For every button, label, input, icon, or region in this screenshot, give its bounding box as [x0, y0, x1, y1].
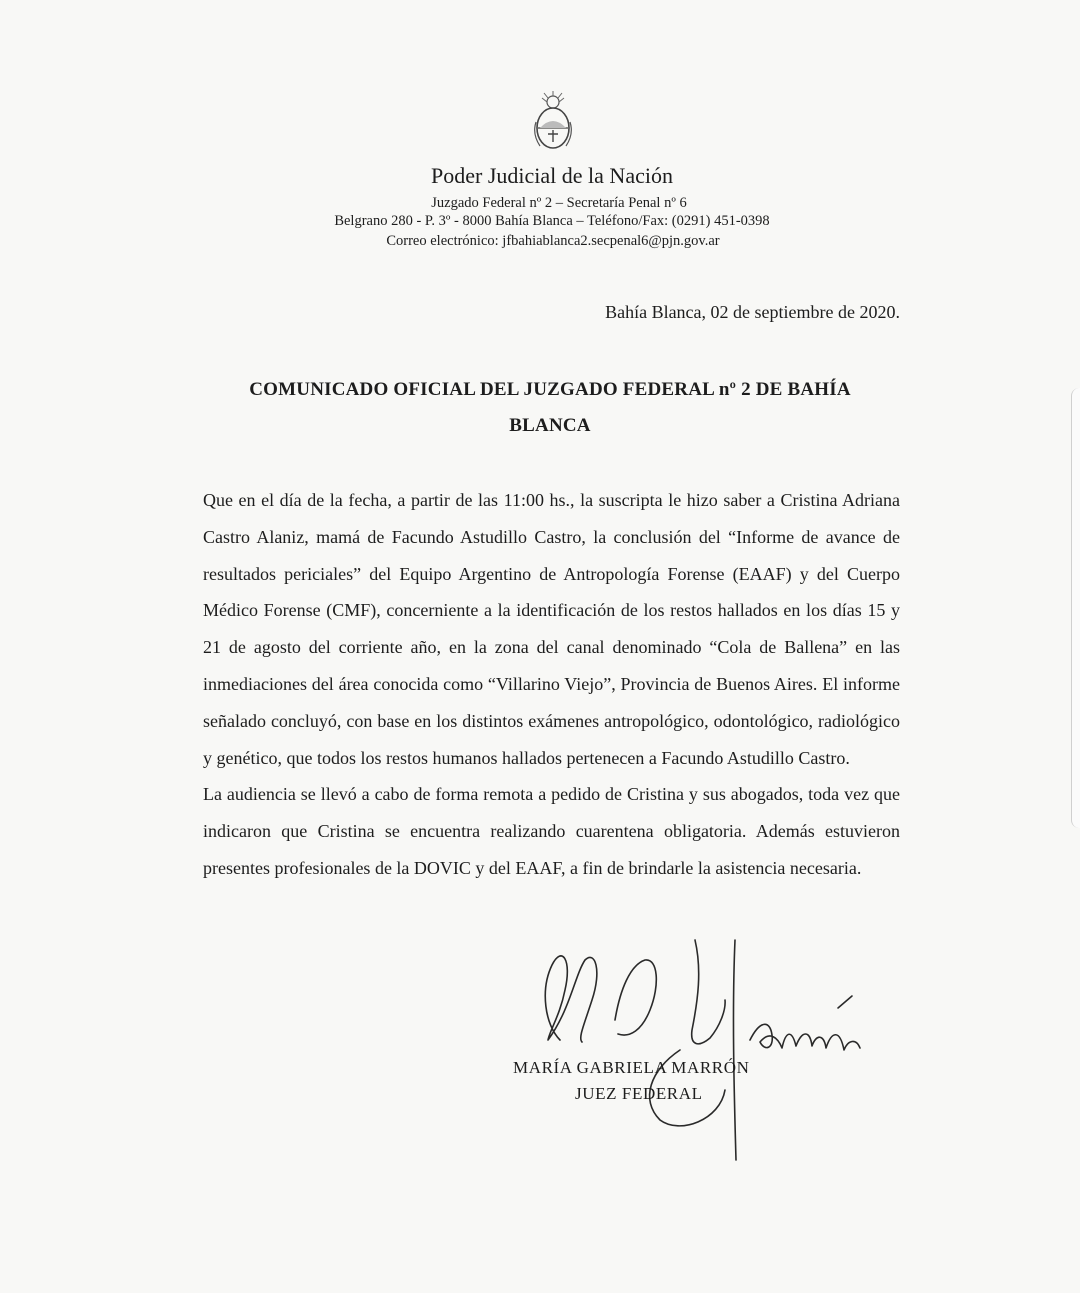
document-headline: [200, 372, 900, 444]
body-paragraph-1: Que en el día de la fecha, a partir de las 11:00 hs., la suscripta le hizo saber a Cristina Adriana Castro Alaniz, mamá de Facundo Astudillo Castro, la conclusión del “Informe de avance de resultados periciales” del Equipo Argentino de Antropología Forense (EAAF) y del Cuerpo Médico Forense (CMF), concerniente a la identificación de los restos hallados en los días 15 y 21 de agosto del corriente año, en la zona del canal denominado “Cola de Ballena” en las inmediaciones del área conocida como “Villarino Viejo”, Provincia de Buenos Aires. El informe señalado concluyó, con base en los distintos exámenes antropológico, odontológico, radiológico y genético, que todos los restos humanos hallados pertenecen a Facundo Astudillo Castro.: [203, 490, 900, 768]
headline-line-1: COMUNICADO OFICIAL DEL JUZGADO FEDERAL nº 2 DE BAHÍA: [249, 379, 851, 400]
court-line: Juzgado Federal nº 2 – Secretaría Penal nº 6: [431, 195, 687, 211]
coat-of-arms-icon: [528, 84, 578, 154]
body-paragraph-2: La audiencia se llevó a cabo de forma remota a pedido de Cristina y sus abogados, toda vez que indicaron que Cristina se encuentra realizando cuarentena obligatoria. Además estuvieron presentes profesionales de la DOVIC y del EAAF, a fin de brindarle la asistencia necesaria.: [203, 784, 900, 878]
document-date: Bahía Blanca, 02 de septiembre de 2020.: [605, 302, 900, 322]
scroll-handle[interactable]: [1071, 388, 1080, 828]
document-body: [203, 482, 900, 887]
email-line: Correo electrónico: jfbahiablanca2.secpenal6@pjn.gov.ar: [386, 233, 720, 249]
headline-line-2: BLANCA: [509, 415, 591, 436]
address-line: Belgrano 280 - P. 3º - 8000 Bahía Blanca – Teléfono/Fax: (0291) 451-0398: [334, 213, 770, 229]
signatory-title: JUEZ FEDERAL: [575, 1084, 703, 1103]
handwritten-signature: [520, 930, 900, 1170]
signatory-name: MARÍA GABRIELA MARRÓN: [513, 1058, 750, 1077]
institution-title: Poder Judicial de la Nación: [431, 163, 673, 188]
